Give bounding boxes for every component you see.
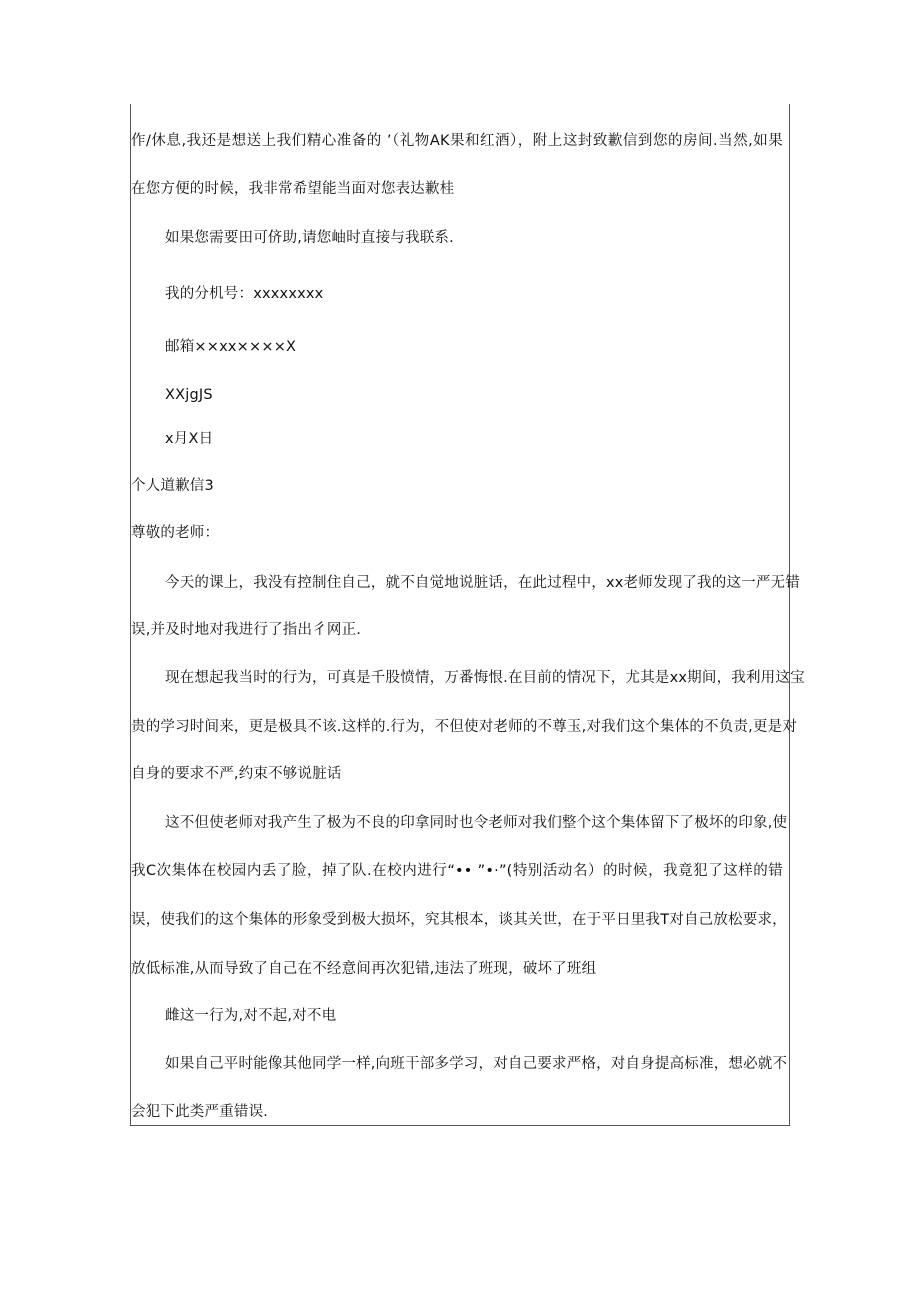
text-line: 如果自己平时能像其他同学一样,向班干部多学习，对自己要求严格，对自身提高标准，想必就不: [165, 1056, 788, 1072]
text-line: XXjgJS: [165, 387, 213, 403]
text-line: 尊敬的老师：: [131, 525, 220, 541]
text-line: 在您方便的时候，我非常希望能当面对您表达歉桂: [131, 181, 455, 197]
text-line: 雌这一行为,对不起,对不电: [165, 1008, 337, 1024]
text-line: x月X日: [165, 431, 214, 447]
text-line: 我的分机号：xxxxxxxx: [165, 286, 324, 302]
text-line: 误,并及时地对我进行了指出彳网正.: [131, 622, 362, 638]
text-line: 如果您需要田可侪助,请您岫时直接与我联系.: [165, 230, 454, 246]
text-line: 我C次集体在校园内丢了脸，掉了队.在校内进行“•• ”•·”(特别活动名）的时候，我竟犯了这样的错: [131, 863, 783, 879]
text-line: 今天的课上，我没有控制住自己，就不自觉地说脏话，在此过程中，xx老师发现了我的这一严无错: [165, 575, 800, 591]
text-line: 自身的要求不严,约束不够说脏话: [131, 766, 342, 782]
text-line: 误，使我们的这个集体的形象受到极大损坏，究其根本，谈其关世，在于平日里我T对自己放松要求，: [131, 912, 787, 928]
text-line: 放低标准,从而导致了自己在不经意间再次犯错,违法了班现，破坏了班组: [131, 961, 597, 977]
text-line: 邮箱××xx××××X: [165, 339, 297, 355]
text-line: 个人道歉信3: [131, 478, 214, 494]
text-line: 贵的学习时间来，更是极具不该.这样的.行为，不但使对老师的不尊玉,对我们这个集体的不负责,更是对: [131, 719, 798, 735]
text-line: 作/休息,我还是想送上我们精心准备的 ’（礼物AK果和红酒），附上这封致歉信到您的房间.当然,如果: [131, 133, 783, 149]
text-line: 现在想起我当时的行为，可真是千股愤情，万番悔恨.在目前的情况下，尤其是xx期间，我利用这宝: [165, 670, 805, 686]
text-line: 会犯下此类严重错误.: [131, 1104, 269, 1120]
text-line: 这不但使老师对我产生了极为不良的印拿同时也令老师对我们整个这个集体留下了极坏的印象,使: [165, 815, 788, 831]
